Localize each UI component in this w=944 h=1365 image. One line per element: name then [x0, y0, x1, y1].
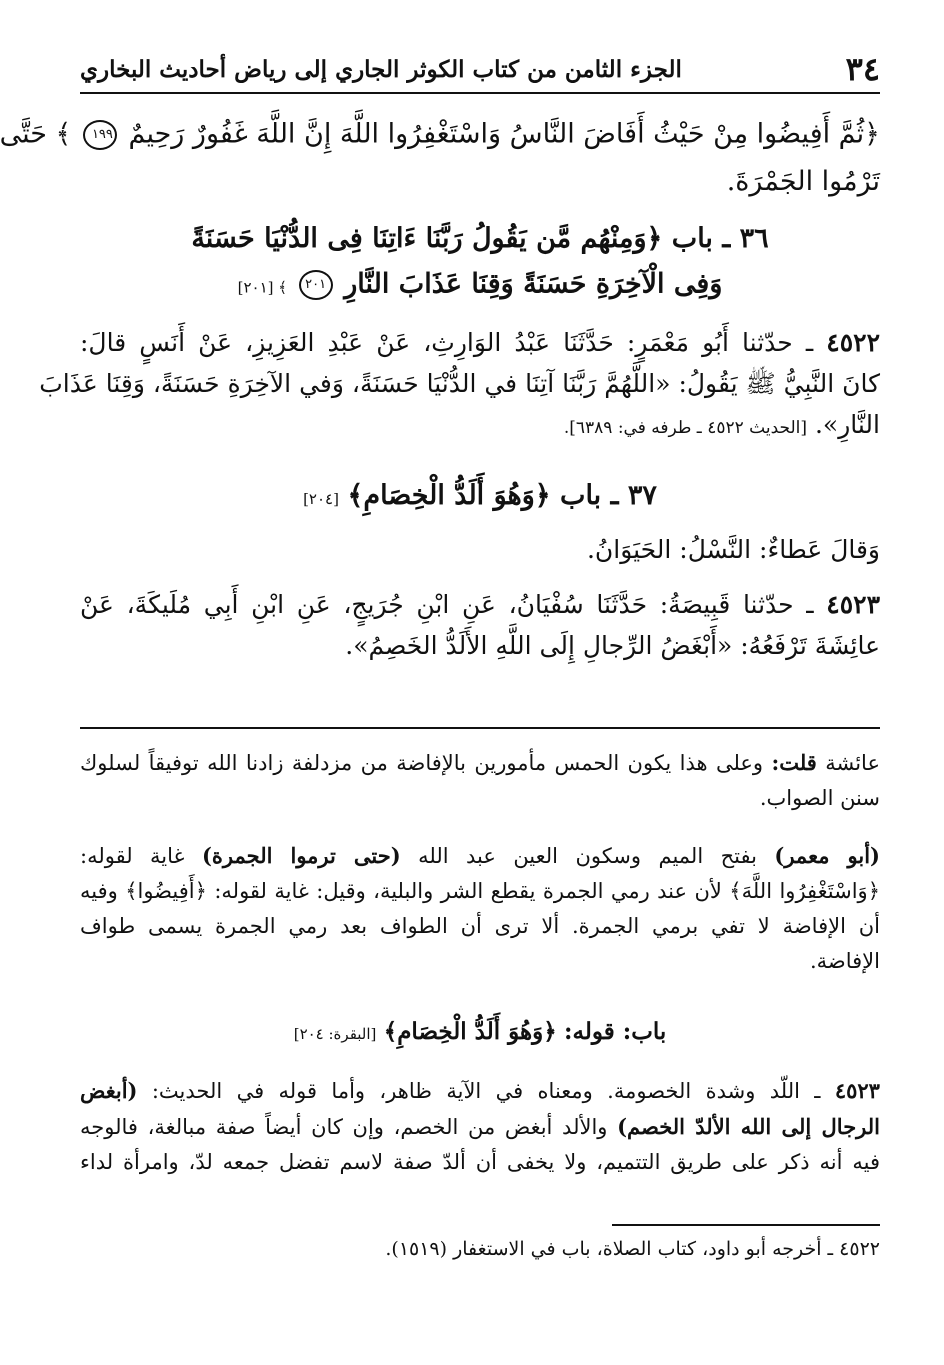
- commentary-word: عائشة: [825, 751, 880, 775]
- bab-36-heading: [80, 225, 880, 300]
- commentary-paragraph-3: [80, 1080, 880, 1173]
- ayah-number-marker: ١٩٩: [83, 120, 117, 150]
- bab-37-heading: [80, 482, 880, 509]
- commentary-text: غاية لقوله:: [80, 844, 185, 868]
- ata-line: وَقالَ عَطاءٌ: النَّسْلُ: الحَيَوَانُ.: [586, 535, 880, 564]
- commentary-bab-heading: [80, 1020, 880, 1044]
- hadith-4523: [80, 592, 880, 658]
- hadith-text: ـ حدّثنا أَبُو مَعْمَرٍ: حَدَّثَنَا عَبْدُ الوَارِثِ، عَنْ عَبْدِ العَزِيزِ، عَنْ أَنَسٍ قالَ:: [80, 328, 814, 357]
- verse-line-2: تَرْمُوا الجَمْرَةَ.: [726, 166, 880, 197]
- bab-36-line-1: [80, 225, 880, 252]
- commentary-bold: (أبغض: [80, 1078, 138, 1103]
- commentary-text: ـ اللّد وشدة الخصومة. ومعناه في الآية ظاهر، وأما قوله في الحديث:: [151, 1079, 821, 1103]
- ata-statement: [80, 537, 880, 562]
- commentary-bab-line: [80, 1020, 880, 1044]
- verse-line-1: [0, 118, 880, 150]
- commentary-p3-line-3: فيه أنه ذكر على طريق التتميم، ولا يخفى أن ألدّ صفة لاسم تفضل جمعه لدّ، وامرأة لداء: [80, 1150, 880, 1174]
- hadith-4523-line-1: [80, 592, 880, 617]
- bab-36-reference: ﴾ [٢٠١]: [237, 278, 288, 297]
- commentary-bold: الرجال إلى الله الألدّ الخصم): [617, 1114, 880, 1139]
- commentary-text: بفتح الميم وسكون العين عبد الله: [418, 844, 757, 868]
- running-title: الجزء الثامن من كتاب الكوثر الجاري إلى رياض أحاديث البخاري: [80, 55, 682, 83]
- commentary-bold: (حتى ترموا الجمرة): [201, 843, 401, 868]
- bab-36-line-2: [80, 270, 880, 300]
- hadith-number: ٤٥٢٢: [826, 328, 880, 357]
- commentary-paragraph-2: [80, 845, 880, 972]
- commentary-p2-line-2: ﴿وَاسْتَغْفِرُوا اللَّهَ﴾ لأن عند رمي الجمرة يقطع الشر والبلية، وقيل: غاية لقوله: ﴿أَفِيضُوا﴾ وفيه: [80, 879, 880, 903]
- bab-37-reference: [٢٠٤]: [303, 490, 339, 508]
- hadith-4522-line-2: كانَ النَّبِيُّ ﷺ يَقُولُ: «اللَّهُمَّ رَبَّنَا آتِنَا في الدُّنْيَا حَسَنَةً، وَفي الآخِرَةِ حَسَنَةً، وَقِنَا عَذَابَ: [39, 369, 880, 398]
- commentary-number: ٤٥٢٣: [834, 1078, 880, 1103]
- commentary-p1-line-2: سنن الصواب.: [759, 786, 880, 810]
- hadith-text-end: النَّارِ».: [814, 410, 880, 439]
- footnote-text: ٤٥٢٢ ـ أخرجه أبو داود، كتاب الصلاة، باب في الاستغفار (١٥١٩).: [385, 1238, 880, 1260]
- verse-tail: ﴾ حَتَّى: [0, 118, 72, 150]
- commentary-bold: (أبو معمر): [774, 843, 880, 868]
- commentary-text: والألد أبغض من الخصم، وإن كان أيضاً صفة مبالغة، فالوجه: [80, 1115, 608, 1139]
- commentary-bold: قلت:: [771, 750, 817, 775]
- commentary-divider: [80, 727, 880, 729]
- commentary-text: وعلى هذا يكون الحمس مأمورين بالإفاضة من مزدلفة زادنا الله توفيقاً لسلوك: [80, 751, 764, 775]
- commentary-bab-label: باب: قوله:: [564, 1018, 667, 1045]
- commentary-p1-line-1: [80, 752, 880, 774]
- bab-36-title: ٣٦ ـ باب ﴿وَمِنْهُم مَّن يَقُولُ رَبَّنَا ءَاتِنَا فِى الدُّنْيَا حَسَنَةً: [191, 223, 769, 254]
- commentary-paragraph-1: [80, 752, 880, 809]
- commentary-p2-line-1: [80, 845, 880, 867]
- page-header: [80, 46, 880, 94]
- hadith-4522-line-1: [80, 330, 880, 355]
- commentary-bab-verse: ﴿وَهُوَ أَلَدُّ الْخِصَامِ﴾: [383, 1018, 557, 1045]
- hadith-4522-line-3: [80, 412, 880, 437]
- bab-36-verse: وَفِى الْآخِرَةِ حَسَنَةً وَقِنَا عَذَابَ النَّارِ: [344, 268, 723, 300]
- hadith-4523-line-2: عائِشَةَ تَرْفَعُهُ: «أَبْغَضُ الرِّجالِ إِلَى اللَّهِ الأَلَدُّ الخَصِمُ».: [345, 631, 880, 660]
- ayah-number-marker: ٢٠١: [299, 270, 333, 300]
- footnote: [80, 1240, 880, 1259]
- commentary-p3-line-2: [80, 1116, 880, 1138]
- bab-37-title: ٣٧ ـ باب ﴿وَهُوَ أَلَدُّ الْخِصَامِ﴾: [347, 480, 657, 511]
- commentary-p3-line-1: [80, 1080, 880, 1102]
- commentary-p2-line-4: الإفاضة.: [809, 949, 880, 973]
- hadith-text: ـ حدّثنا قَبِيصَةُ: حَدَّثَنَا سُفْيَانُ، عَنِ ابْنِ جُرَيجٍ، عَنِ ابْنِ أَبِي مُلَيكَةَ، عَنْ: [80, 590, 814, 619]
- verse-199: [0, 118, 880, 197]
- hadith-number: ٤٥٢٣: [826, 590, 880, 619]
- page-number: ٣٤: [845, 50, 880, 88]
- verse-text: ﴿ثُمَّ أَفِيضُوا مِنْ حَيْثُ أَفَاضَ النَّاسُ وَاسْتَغْفِرُوا اللَّهَ إِنَّ اللَّهَ غَفُورٌ رَحِيمٌ: [128, 118, 880, 150]
- hadith-4522: [39, 328, 880, 439]
- hadith-cross-reference: [الحديث ٤٥٢٢ ـ طرفه في: ٦٣٨٩].: [563, 418, 807, 438]
- footnote-divider: [612, 1224, 880, 1226]
- commentary-p2-line-3: أن الإفاضة لا تفي برمي الجمرة. ألا ترى أن الطواف بعد رمي الجمرة يسمى طواف: [80, 914, 880, 938]
- commentary-bab-reference: [البقرة: ٢٠٤]: [293, 1025, 377, 1043]
- bab-37-line: [80, 482, 880, 509]
